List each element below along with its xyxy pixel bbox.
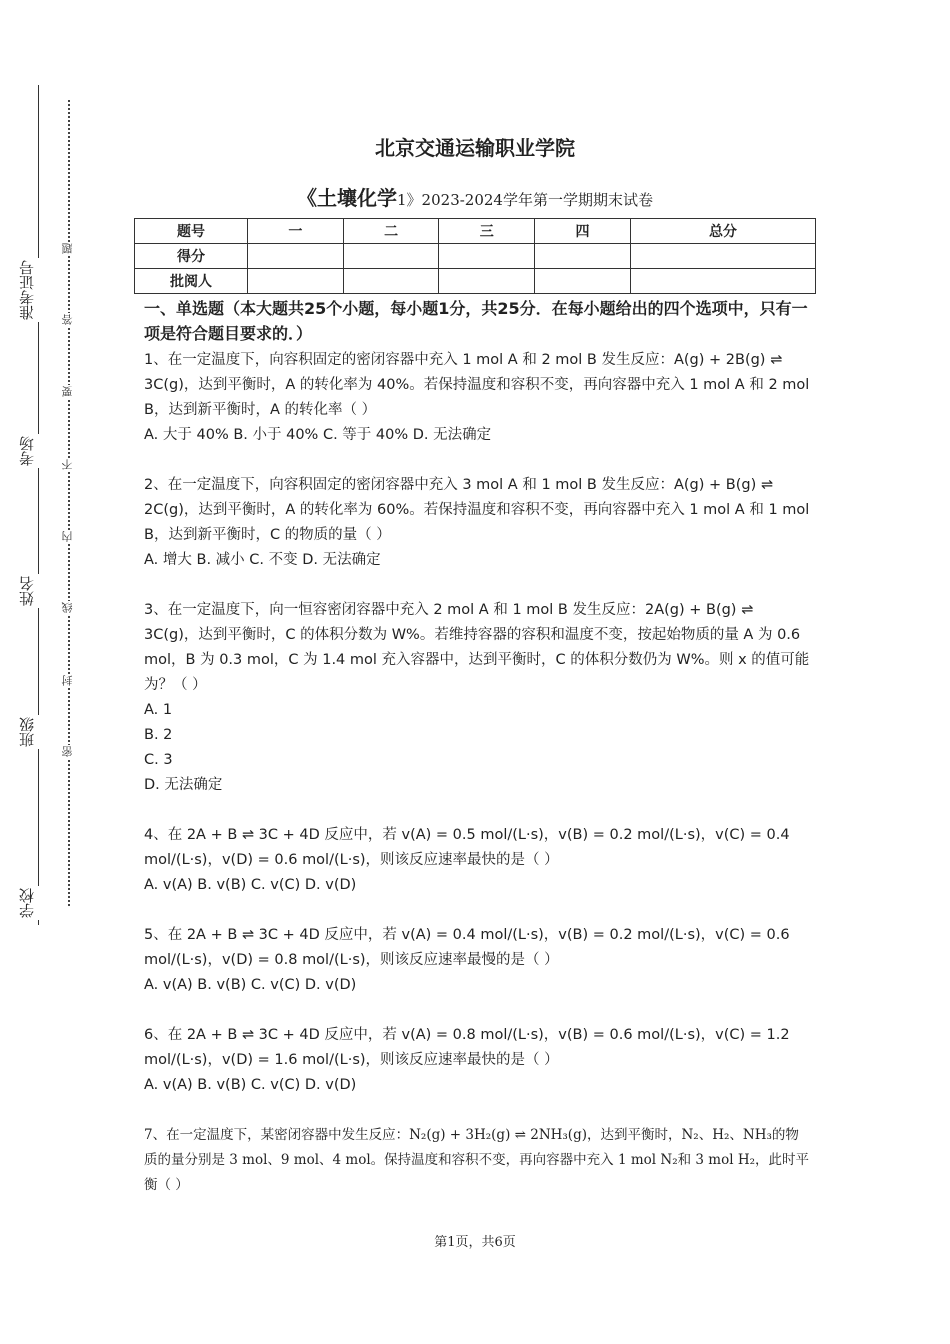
page-footer: 第1页，共6页: [434, 1235, 516, 1250]
question-options: A. v(A) B. v(B) C. v(C) D. v(D): [144, 977, 357, 993]
grader-cell[interactable]: [439, 269, 535, 294]
dotted-char: 不: [60, 458, 78, 471]
grader-cell[interactable]: [535, 269, 631, 294]
question-5: [144, 923, 810, 998]
question-options: A. v(A) B. v(B) C. v(C) D. v(D): [144, 1077, 357, 1093]
page-subtitle: [0, 182, 950, 211]
option-b: B. 2: [144, 727, 173, 743]
question-6: [144, 1023, 810, 1098]
question-options: A. 大于 40% B. 小于 40% C. 等于 40% D. 无法确定: [144, 427, 492, 443]
question-stem: 1、在一定温度下，向容积固定的密闭容器中充入 1 mol A 和 2 mol B 发生反应：A(g) + 2B(g) ⇌ 3C(g)，达到平衡时，A 的转化率为 40%。若保持温度和容积不变，再向容器中充入 1 mol A 和 2 mol B，达到新平衡时，A 的转化率（ ）: [144, 352, 810, 418]
header-cell: 二: [343, 219, 439, 244]
question-stem: 6、在 2A + B ⇌ 3C + 4D 反应中，若 v(A) = 0.8 mol/(L·s)，v(B) = 0.6 mol/(L·s)，v(C) = 1.2 mol/(L·s)，v(D) = 1.6 mol/(L·s)，则该反应速率最快的是（ ）: [144, 1027, 790, 1068]
grader-row: [135, 269, 816, 294]
row-label: 得分: [135, 244, 248, 269]
header-cell: 总分: [630, 219, 815, 244]
dotted-char: 封: [60, 674, 78, 687]
header-cell: 四: [535, 219, 631, 244]
question-4: [144, 823, 810, 898]
dotted-char: 密: [60, 745, 78, 758]
dotted-char: 要: [60, 385, 78, 398]
row-label: 批阅人: [135, 269, 248, 294]
score-cell[interactable]: [535, 244, 631, 269]
dotted-char: 内: [60, 530, 78, 543]
option-a: A. 1: [144, 702, 173, 718]
question-3: [144, 598, 810, 798]
header-cell: 题号: [135, 219, 248, 244]
score-table: [134, 218, 816, 294]
label-school: 学校: [16, 886, 52, 920]
question-options: A. v(A) B. v(B) C. v(C) D. v(D): [144, 877, 357, 893]
section-heading: 一、单选题（本大题共25个小题，每小题1分，共25分．在每小题给出的四个选项中，只有一项是符合题目要求的．）: [144, 299, 808, 343]
grader-cell[interactable]: [248, 269, 344, 294]
margin-dotted-line: [68, 100, 70, 906]
dotted-char: 答: [60, 313, 78, 326]
score-cell[interactable]: [630, 244, 815, 269]
label-exam-number: 准考证号: [16, 258, 52, 322]
score-row: [135, 244, 816, 269]
page-title: 北京交通运输职业学院: [375, 136, 575, 160]
question-7: [144, 1123, 810, 1198]
option-d: D. 无法确定: [144, 777, 223, 793]
score-cell[interactable]: [343, 244, 439, 269]
question-stem: 5、在 2A + B ⇌ 3C + 4D 反应中，若 v(A) = 0.4 mol/(L·s)，v(B) = 0.2 mol/(L·s)，v(C) = 0.6 mol/(L·s)，v(D) = 0.8 mol/(L·s)，则该反应速率最慢的是（ ）: [144, 927, 790, 968]
question-stem: 2、在一定温度下，向容积固定的密闭容器中充入 3 mol A 和 1 mol B 发生反应：A(g) + B(g) ⇌ 2C(g)，达到平衡时，A 的转化率为 60%。若保持温度和容积不变，再向容器中充入 1 mol A 和 1 mol B，达到新平衡时，C 的物质的量（ ）: [144, 477, 810, 543]
grader-cell[interactable]: [630, 269, 815, 294]
label-name: 姓名: [16, 574, 52, 608]
course-name: 《土壤化学: [297, 186, 398, 210]
score-table-header-row: [135, 219, 816, 244]
question-2: [144, 473, 810, 573]
score-cell[interactable]: [439, 244, 535, 269]
grader-cell[interactable]: [343, 269, 439, 294]
question-options: A. 增大 B. 减小 C. 不变 D. 无法确定: [144, 552, 381, 568]
question-stem: 3、在一定温度下，向一恒容密闭容器中充入 2 mol A 和 1 mol B 发生反应：2A(g) + B(g) ⇌ 3C(g)，达到平衡时，C 的体积分数为 W%。若维持容器的容积和温度不变，按起始物质的量 A 为 0.6 mol，B 为 0.3 mol，C 为 1.4 mol 充入容器中，达到平衡时，C 的体积分数仍为 W%。则 x 的值可能为？（ ）: [144, 602, 810, 693]
score-cell[interactable]: [248, 244, 344, 269]
header-cell: 三: [439, 219, 535, 244]
term-info: 1》2023-2024学年第一学期期末试卷: [397, 191, 653, 209]
question-1: [144, 348, 810, 448]
dotted-char: 题: [60, 242, 78, 255]
label-exam-room: 考场: [16, 434, 52, 468]
margin-solid-line: [38, 85, 39, 925]
dotted-char: 线: [60, 601, 78, 614]
question-stem: 4、在 2A + B ⇌ 3C + 4D 反应中，若 v(A) = 0.5 mol/(L·s)，v(B) = 0.2 mol/(L·s)，v(C) = 0.4 mol/(L·s)，v(D) = 0.6 mol/(L·s)，则该反应速率最快的是（ ）: [144, 827, 790, 868]
question-stem: 7、在一定温度下，某密闭容器中发生反应：N₂(g) + 3H₂(g) ⇌ 2NH₃(g)，达到平衡时，N₂、H₂、NH₃的物质的量分别是 3 mol、9 mol、4 mol。保持温度和容积不变，再向容器中充入 1 mol N₂和 3 mol H₂，此时平衡（ ）: [144, 1127, 809, 1193]
option-c: C. 3: [144, 752, 173, 768]
header-cell: 一: [248, 219, 344, 244]
label-class: 班级: [16, 715, 52, 749]
exam-content: [144, 296, 810, 1223]
